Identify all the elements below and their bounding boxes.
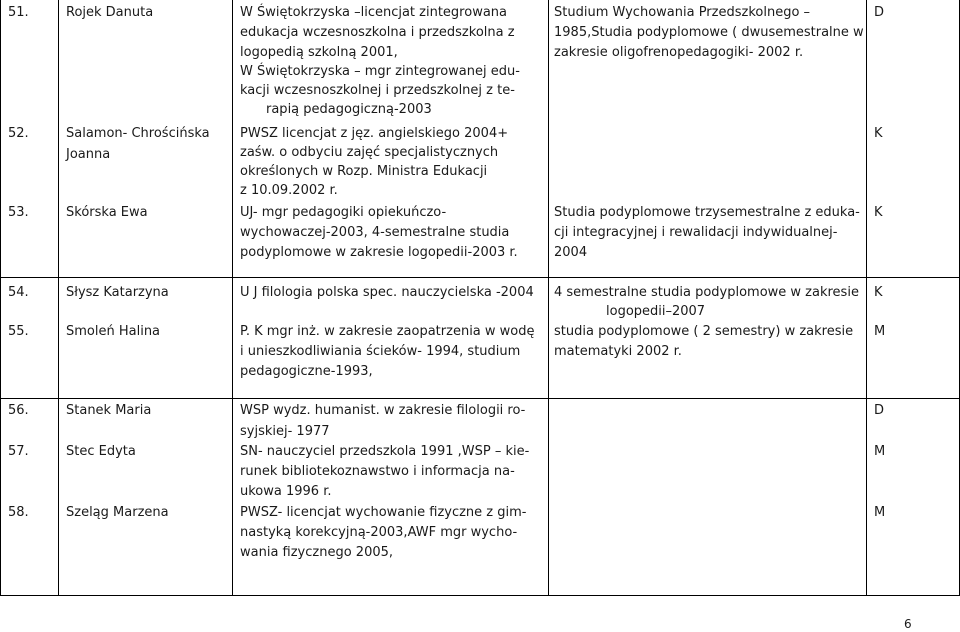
row-number: 51.: [8, 5, 29, 20]
education-line: wychowaczej-2003, 4-semestralne studia: [240, 225, 510, 240]
teacher-name: Szeląg Marzena: [66, 505, 169, 520]
row-number: 55.: [8, 324, 29, 339]
education-line: rapią pedagogiczną-2003: [266, 102, 432, 117]
postgrad-line: matematyki 2002 r.: [554, 344, 682, 359]
education-line: runek bibliotekoznawstwo i informacja na-: [240, 464, 515, 479]
education-line: z 10.09.2002 r.: [240, 183, 338, 198]
teacher-name: Stec Edyta: [66, 444, 136, 459]
row-number: 56.: [8, 403, 29, 418]
education-line: P. K mgr inż. w zakresie zaopatrzenia w wodę: [240, 324, 535, 339]
row-number: 58.: [8, 505, 29, 520]
education-line: określonych w Rozp. Ministra Edukacji: [240, 164, 488, 179]
education-line: PWSZ- licencjat wychowanie fizyczne z gim-: [240, 505, 527, 520]
education-line: nastyką korekcyjną-2003,AWF mgr wycho-: [240, 525, 518, 540]
page-number: 6: [904, 617, 912, 631]
postgrad-line: Studia podyplomowe trzysemestralne z eduka-: [554, 205, 860, 220]
education-line: syjskiej- 1977: [240, 424, 330, 439]
postgrad-line: zakresie oligofrenopedagogiki- 2002 r.: [554, 45, 804, 60]
teacher-name: Słysz Katarzyna: [66, 285, 169, 300]
grade-letter: M: [874, 505, 886, 520]
grade-letter: K: [874, 285, 883, 300]
education-line: SN- nauczyciel przedszkola 1991 ,WSP – kie-: [240, 444, 530, 459]
education-line: W Świętokrzyska –licencjat zintegrowana: [240, 5, 507, 20]
postgrad-line: cji integracyjnej i rewalidacji indywidualnej-: [554, 225, 838, 240]
row-number: 53.: [8, 205, 29, 220]
postgrad-line: Studium Wychowania Przedszkolnego –: [554, 5, 811, 20]
education-line: edukacja wczesnoszkolna i przedszkolna z: [240, 25, 515, 40]
teacher-name: Joanna: [66, 147, 111, 162]
education-line: UJ- mgr pedagogiki opiekuńczo-: [240, 205, 447, 220]
teacher-name: Smoleń Halina: [66, 324, 161, 339]
grade-letter: K: [874, 205, 883, 220]
grade-letter: K: [874, 126, 883, 141]
education-line: zaśw. o odbyciu zajęć specjalistycznych: [240, 145, 499, 160]
row-number: 52.: [8, 126, 29, 141]
education-line: logopedią szkolną 2001,: [240, 45, 398, 60]
row-number: 57.: [8, 444, 29, 459]
education-line: wania fizycznego 2005,: [240, 545, 394, 560]
postgrad-line: 2004: [554, 245, 588, 260]
grade-letter: D: [874, 403, 885, 418]
education-line: i unieszkodliwiania ścieków- 1994, studium: [240, 344, 521, 359]
grade-letter: M: [874, 324, 886, 339]
education-line: kacji wczesnoszkolnej i przedszkolnej z te-: [240, 83, 515, 98]
grade-letter: M: [874, 444, 886, 459]
education-line: ukowa 1996 r.: [240, 484, 332, 499]
teacher-name: Salamon- Chrościńska: [66, 126, 210, 141]
postgrad-line: studia podyplomowe ( 2 semestry) w zakresie: [554, 324, 854, 339]
education-line: pedagogiczne-1993,: [240, 364, 373, 379]
education-line: podyplomowe w zakresie logopedii-2003 r.: [240, 245, 518, 260]
postgrad-line: 4 semestralne studia podyplomowe w zakresie: [554, 285, 859, 300]
teacher-name: Skórska Ewa: [66, 205, 148, 220]
education-line: PWSZ licencjat z jęz. angielskiego 2004+: [240, 126, 509, 141]
grade-letter: D: [874, 5, 885, 20]
education-line: WSP wydz. humanist. w zakresie filologii ro-: [240, 403, 526, 418]
education-line: W Świętokrzyska – mgr zintegrowanej edu-: [240, 64, 520, 79]
teacher-name: Stanek Maria: [66, 403, 152, 418]
row-number: 54.: [8, 285, 29, 300]
postgrad-line: logopedii–2007: [606, 304, 706, 319]
education-line: U J filologia polska spec. nauczycielska -2004: [240, 285, 534, 300]
teacher-name: Rojek Danuta: [66, 5, 154, 20]
postgrad-line: 1985,Studia podyplomowe ( dwusemestralne w: [554, 25, 864, 40]
